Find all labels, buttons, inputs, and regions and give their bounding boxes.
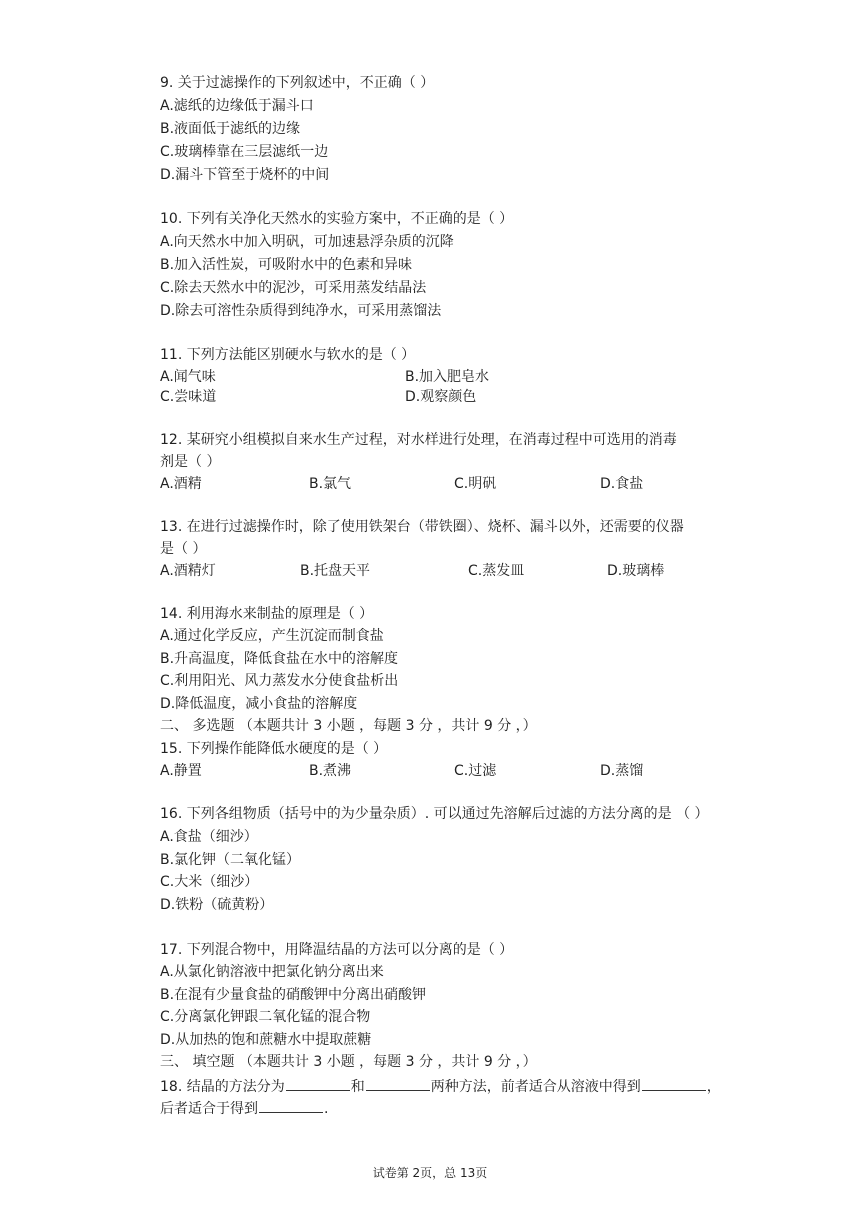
question-10-stem: 10. 下列有关净化天然水的实验方案中，不正确的是（ ） <box>160 211 514 227</box>
question-9-option-a: A.滤纸的边缘低于漏斗口 <box>160 98 314 114</box>
question-15-option-b: B.煮沸 <box>309 763 352 779</box>
question-9-stem: 9. 关于过滤操作的下列叙述中，不正确（ ） <box>160 75 435 91</box>
question-18-text-1: 18. 结晶的方法分为 <box>160 1079 285 1095</box>
question-14-option-b: B.升高温度，降低食盐在水中的溶解度 <box>160 651 399 667</box>
question-13-option-a: A.酒精灯 <box>160 563 216 579</box>
question-16-stem: 16. 下列各组物质（括号中的为少量杂质）. 可以通过先溶解后过滤的方法分离的是 （ ） <box>160 806 709 822</box>
question-18-text-5: 后者适合于得到 <box>160 1101 258 1117</box>
question-9-option-b: B.液面低于滤纸的边缘 <box>160 121 301 137</box>
question-18-text-4: ， <box>706 1079 721 1095</box>
question-12-option-a: A.酒精 <box>160 476 202 492</box>
question-15-option-a: A.静置 <box>160 763 202 779</box>
section-2-heading: 二、 多选题 （本题共计 3 小题 ，每题 3 分 ，共计 9 分 ，） <box>160 718 537 734</box>
question-12-stem-line1: 12. 某研究小组模拟自来水生产过程，对水样进行处理，在消毒过程中可选用的消毒 <box>160 432 677 448</box>
question-12-option-d: D.食盐 <box>600 476 644 492</box>
question-11-option-d: D.观察颜色 <box>405 389 477 405</box>
question-15-option-d: D.蒸馏 <box>600 763 644 779</box>
question-11-option-b: B.加入肥皂水 <box>405 369 490 385</box>
answer-blank-1[interactable] <box>286 1076 350 1091</box>
question-18-text-3: 两种方法，前者适合从溶液中得到 <box>430 1079 641 1095</box>
question-14-stem: 14. 利用海水来制盐的原理是（ ） <box>160 606 374 622</box>
question-11-option-a: A.闻气味 <box>160 369 216 385</box>
question-13-stem-line2: 是（ ） <box>160 541 207 557</box>
question-10-option-b: B.加入活性炭，可吸附水中的色素和异味 <box>160 257 413 273</box>
question-16-option-d: D.铁粉（硫黄粉） <box>160 897 274 913</box>
question-17-option-c: C.分离氯化钾跟二氧化锰的混合物 <box>160 1009 371 1025</box>
question-16-option-a: A.食盐（细沙） <box>160 829 258 845</box>
question-11-option-c: C.尝味道 <box>160 389 217 405</box>
answer-blank-4[interactable] <box>259 1098 323 1113</box>
question-12-option-c: C.明矾 <box>454 476 497 492</box>
question-16-option-c: C.大米（细沙） <box>160 874 259 890</box>
question-10-option-a: A.向天然水中加入明矾，可加速悬浮杂质的沉降 <box>160 234 454 250</box>
question-17-option-a: A.从氯化钠溶液中把氯化钠分离出来 <box>160 964 384 980</box>
answer-blank-3[interactable] <box>642 1076 706 1091</box>
question-13-option-d: D.玻璃棒 <box>607 563 665 579</box>
question-17-option-d: D.从加热的饱和蔗糖水中提取蔗糖 <box>160 1032 372 1048</box>
question-18-text-6: . <box>324 1101 329 1117</box>
question-13-option-c: C.蒸发皿 <box>468 563 525 579</box>
question-13-option-b: B.托盘天平 <box>300 563 371 579</box>
question-18-text-2: 和 <box>350 1079 365 1095</box>
question-11-stem: 11. 下列方法能区别硬水与软水的是（ ） <box>160 347 416 363</box>
answer-blank-2[interactable] <box>366 1076 430 1091</box>
question-10-option-d: D.除去可溶性杂质得到纯净水，可采用蒸馏法 <box>160 303 442 319</box>
question-9-option-d: D.漏斗下管至于烧杯的中间 <box>160 167 330 183</box>
question-14-option-c: C.利用阳光、风力蒸发水分使食盐析出 <box>160 673 399 689</box>
question-14-option-d: D.降低温度，减小食盐的溶解度 <box>160 696 358 712</box>
question-13-stem-line1: 13. 在进行过滤操作时，除了使用铁架台（带铁圈）、烧杯、漏斗以外，还需要的仪器 <box>160 519 684 535</box>
question-12-option-b: B.氯气 <box>309 476 352 492</box>
section-3-heading: 三、 填空题 （本题共计 3 小题 ，每题 3 分 ，共计 9 分 ，） <box>160 1054 537 1070</box>
question-14-option-a: A.通过化学反应，产生沉淀而制食盐 <box>160 628 384 644</box>
page-footer: 试卷第 2页，总 13页 <box>372 1166 488 1180</box>
question-18-line2 <box>160 1098 328 1118</box>
question-16-option-b: B.氯化钾（二氧化锰） <box>160 852 301 868</box>
question-12-stem-line2: 剂是（ ） <box>160 454 221 470</box>
question-15-option-c: C.过滤 <box>454 763 497 779</box>
question-10-option-c: C.除去天然水中的泥沙，可采用蒸发结晶法 <box>160 280 427 296</box>
question-9-option-c: C.玻璃棒靠在三层滤纸一边 <box>160 144 329 160</box>
question-17-option-b: B.在混有少量食盐的硝酸钾中分离出硝酸钾 <box>160 987 427 1003</box>
question-17-stem: 17. 下列混合物中，用降温结晶的方法可以分离的是（ ） <box>160 942 514 958</box>
question-18-line1 <box>160 1076 721 1096</box>
question-15-stem: 15. 下列操作能降低水硬度的是（ ） <box>160 741 388 757</box>
